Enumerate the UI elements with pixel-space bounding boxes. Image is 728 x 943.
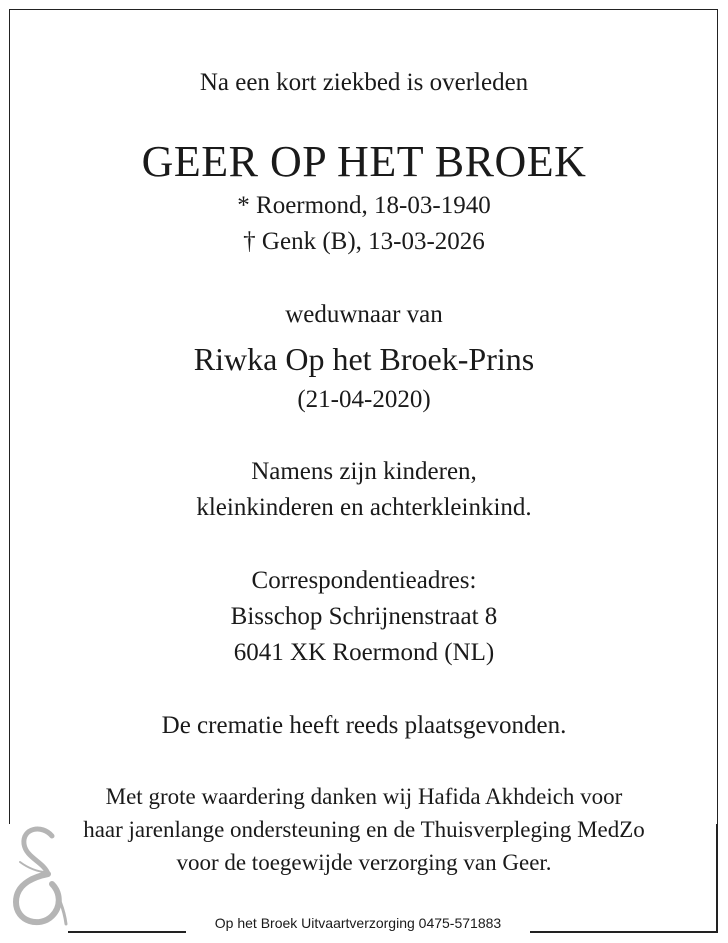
- intro-text: Na een kort ziekbed is overleden: [199, 69, 529, 96]
- funeral-home-footer: Op het Broek Uitvaartverzorging 0475-571883: [214, 915, 502, 931]
- spouse-date: (21-04-2020): [297, 386, 431, 413]
- footer-rule-left: [68, 931, 186, 933]
- birth-info: * Roermond, 18-03-1940: [237, 192, 491, 219]
- footer-rule-right: [530, 931, 718, 933]
- correspondence-city: 6041 XK Roermond (NL): [233, 639, 495, 666]
- ampersand-logo-icon: [8, 822, 70, 932]
- death-info: † Genk (B), 13-03-2026: [243, 228, 485, 255]
- thanks-line: haar jarenlange ondersteuning en de Thuisverpleging MedZo: [83, 817, 645, 842]
- notice-border: [9, 9, 718, 824]
- spouse-name: Riwka Op het Broek-Prins: [193, 341, 535, 377]
- family-line: Namens zijn kinderen,: [251, 458, 477, 485]
- thanks-line: voor de toegewijde verzorging van Geer.: [176, 850, 552, 875]
- thanks-line: Met grote waardering danken wij Hafida Akhdeich voor: [105, 784, 623, 809]
- relation-text: weduwnaar van: [285, 301, 443, 328]
- deceased-name: GEER OP HET BROEK: [141, 137, 587, 186]
- family-line: kleinkinderen en achterkleinkind.: [196, 494, 532, 521]
- correspondence-heading: Correspondentieadres:: [251, 567, 477, 594]
- correspondence-street: Bisschop Schrijnenstraat 8: [230, 603, 498, 630]
- cremation-text: De crematie heeft reeds plaatsgevonden.: [161, 712, 567, 739]
